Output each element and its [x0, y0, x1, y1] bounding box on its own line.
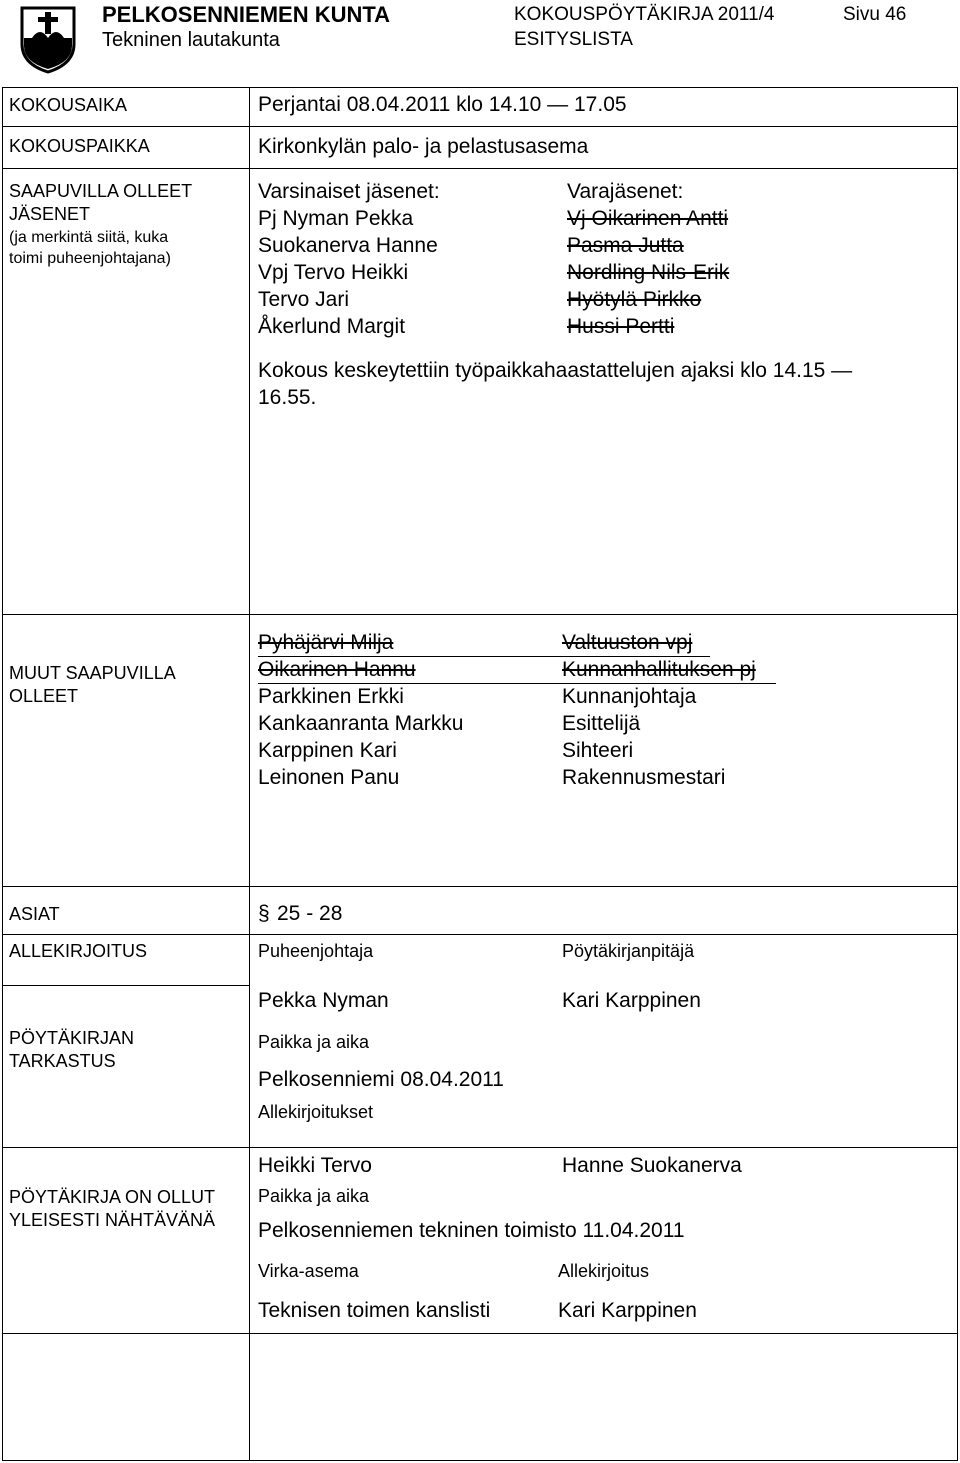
secretary-name: Kari Karppinen — [562, 989, 701, 1012]
matters-label: ASIAT — [9, 904, 60, 924]
list-item: Karppinen Kari — [258, 739, 397, 762]
secretary-label: Pöytäkirjanpitäjä — [562, 941, 695, 961]
municipal-logo — [18, 4, 78, 74]
others-label-line1: MUUT SAAPUVILLA — [9, 663, 176, 683]
list-item: Vj Oikarinen Antti — [567, 207, 729, 230]
list-item: Åkerlund Margit — [258, 315, 406, 338]
divider-line — [2, 1460, 958, 1461]
divider-line — [2, 886, 958, 887]
others-roles-list — [562, 629, 756, 791]
meeting-place-label: KOKOUSPAIKKA — [9, 136, 150, 156]
members-label-line2: JÄSENET — [9, 204, 91, 224]
meeting-place-value: Kirkonkylän palo- ja pelastusasema — [258, 135, 589, 158]
list-item: Kunnanhallituksen pj — [562, 658, 756, 681]
position-label: Virka-asema — [258, 1261, 359, 1281]
page-number: Sivu 46 — [843, 4, 907, 25]
deputy-members-heading: Varajäsenet: — [567, 180, 684, 203]
chair-label: Puheenjohtaja — [258, 941, 374, 961]
review-label-line1: PÖYTÄKIRJAN — [9, 1028, 135, 1048]
public-place-time-value: Pelkosenniemen tekninen toimisto 11.04.2011 — [258, 1219, 685, 1242]
position-value: Teknisen toimen kanslisti — [258, 1299, 491, 1322]
review-place-time-label: Paikka ja aika — [258, 1032, 370, 1052]
meeting-time-value: Perjantai 08.04.2011 klo 14.10 — 17.05 — [258, 93, 627, 116]
meeting-time-label: KOKOUSAIKA — [9, 95, 128, 115]
document-title: KOKOUSPÖYTÄKIRJA 2011/4 — [514, 4, 775, 25]
list-item: Valtuuston vpj — [562, 631, 693, 654]
list-item: Nordling Nils-Erik — [567, 261, 730, 284]
public-signature-value: Kari Karppinen — [558, 1299, 697, 1322]
list-item: Vpj Tervo Heikki — [258, 261, 409, 284]
divider-line — [2, 985, 250, 986]
public-label-line2: YLEISESTI NÄHTÄVÄNÄ — [9, 1210, 216, 1230]
divider-line — [2, 614, 958, 615]
review-place-time-value: Pelkosenniemi 08.04.2011 — [258, 1068, 504, 1091]
strike-line — [258, 683, 776, 684]
public-signature-label: Allekirjoitus — [558, 1261, 650, 1281]
list-item: Suokanerva Hanne — [258, 234, 438, 257]
list-item: Leinonen Panu — [258, 766, 400, 789]
divider-line — [2, 126, 958, 127]
review-signatures-label: Allekirjoitukset — [258, 1102, 374, 1122]
divider-line — [2, 1333, 958, 1334]
list-item: Pasma Jutta — [567, 234, 684, 257]
regular-members-heading: Varsinaiset jäsenet: — [258, 180, 440, 203]
divider-line — [2, 168, 958, 169]
members-label-line1: SAAPUVILLA OLLEET — [9, 181, 193, 201]
list-item: Sihteeri — [562, 739, 634, 762]
list-item: Pyhäjärvi Milja — [258, 631, 394, 654]
border-right — [957, 87, 958, 1461]
others-label-line2: OLLEET — [9, 686, 79, 706]
list-item: Esittelijä — [562, 712, 641, 735]
list-item: Kunnanjohtaja — [562, 685, 697, 708]
document-subtitle: ESITYSLISTA — [514, 29, 633, 50]
column-divider — [249, 87, 250, 1461]
members-note-line2: toimi puheenjohtajana) — [9, 250, 171, 267]
divider-line — [2, 934, 958, 935]
divider-line — [2, 1147, 958, 1148]
interruption-note-line1: Kokous keskeytettiin työpaikkahaastattelujen ajaksi klo 14.15 — — [258, 359, 853, 382]
list-item: Kankaanranta Markku — [258, 712, 464, 735]
reviewer-name-2: Hanne Suokanerva — [562, 1154, 742, 1177]
municipality-name: PELKOSENNIEMEN KUNTA — [102, 2, 391, 27]
matters-value: 25 - 28 — [277, 902, 343, 925]
list-item: Rakennusmestari — [562, 766, 726, 789]
strike-line — [258, 656, 710, 657]
deputy-members-list — [567, 205, 729, 340]
section-sign-icon: § — [258, 902, 270, 925]
public-label-line1: PÖYTÄKIRJA ON OLLUT — [9, 1187, 216, 1207]
list-item: Oikarinen Hannu — [258, 658, 416, 681]
reviewer-name-1: Heikki Tervo — [258, 1154, 372, 1177]
members-note-line1: (ja merkintä siitä, kuka — [9, 229, 169, 246]
coat-of-arms-icon — [18, 4, 78, 74]
public-place-time-label: Paikka ja aika — [258, 1186, 370, 1206]
regular-members-list — [258, 205, 438, 340]
border-left — [2, 87, 3, 1461]
chair-name: Pekka Nyman — [258, 989, 389, 1012]
review-label-line2: TARKASTUS — [9, 1051, 116, 1071]
list-item: Hussi Pertti — [567, 315, 675, 338]
others-names-list — [258, 629, 463, 791]
divider-line — [2, 87, 958, 88]
interruption-note-line2: 16.55. — [258, 386, 317, 409]
list-item: Hyötylä Pirkko — [567, 288, 702, 311]
signature-label: ALLEKIRJOITUS — [9, 941, 148, 961]
list-item: Parkkinen Erkki — [258, 685, 404, 708]
list-item: Pj Nyman Pekka — [258, 207, 414, 230]
list-item: Tervo Jari — [258, 288, 350, 311]
committee-name: Tekninen lautakunta — [102, 29, 280, 51]
